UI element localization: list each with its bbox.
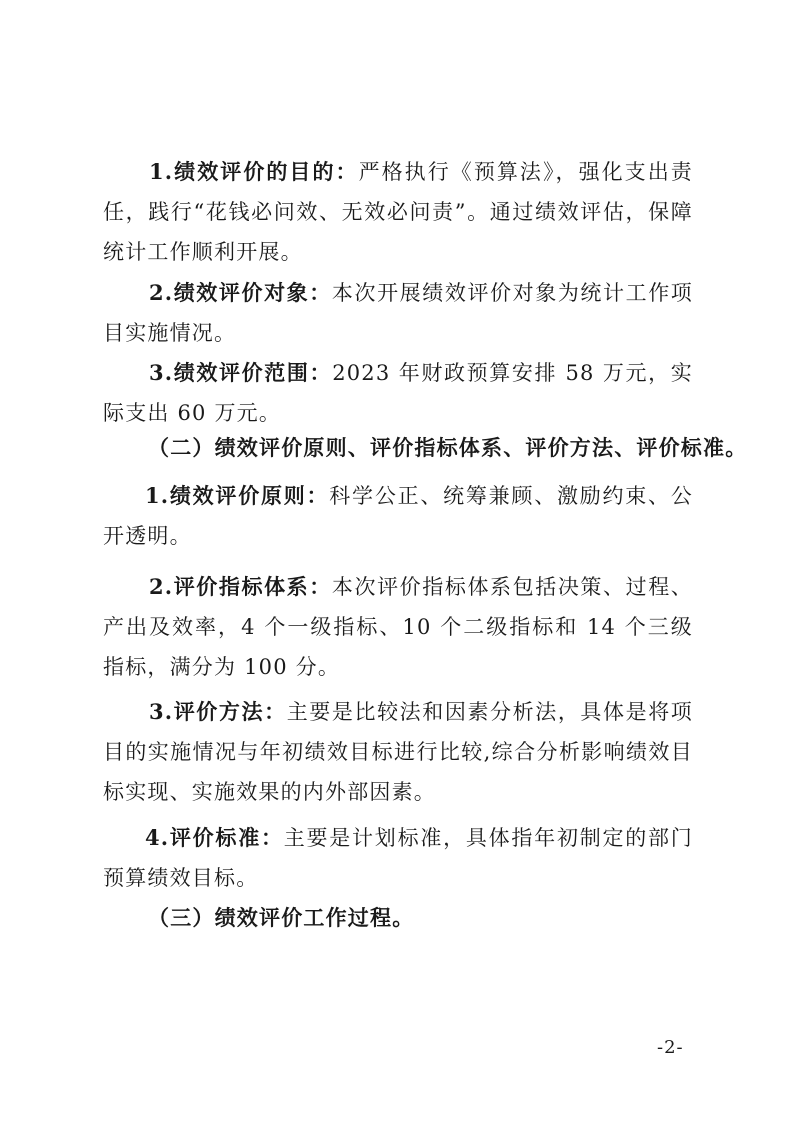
paragraph-evaluation-standard bbox=[103, 818, 693, 898]
paragraph-label: 4.评价标准： bbox=[145, 825, 284, 850]
paragraph-evaluation-principles bbox=[103, 476, 693, 556]
paragraph-text: 本次开展绩效评价对象为统计工作项目实施情况。 bbox=[103, 281, 693, 345]
section-heading-process: （三）绩效评价工作过程。 bbox=[148, 905, 415, 930]
page-number: -2- bbox=[657, 1037, 684, 1058]
paragraph-text: 科学公正、统筹兼顾、激励约束、公开透明。 bbox=[103, 484, 693, 548]
paragraph-text: 主要是计划标准，具体指年初制定的部门预算绩效目标。 bbox=[103, 826, 693, 890]
section-heading-principles: （二）绩效评价原则、评价指标体系、评价方法、评价标准。 bbox=[148, 435, 748, 460]
paragraph-label: 2.绩效评价对象： bbox=[149, 280, 332, 305]
paragraph-text: 严格执行《预算法》，强化支出责任，践行“花钱必问效、无效必问责”。通过绩效评估，保障统计工作顺利开展。 bbox=[103, 160, 693, 264]
paragraph-evaluation-scope bbox=[103, 353, 693, 433]
paragraph-text: 主要是比较法和因素分析法，具体是将项目的实施情况与年初绩效目标进行比较,综合分析影响绩效目标实现、实施效果的内外部因素。 bbox=[103, 700, 693, 804]
paragraph-evaluation-method bbox=[103, 692, 693, 812]
paragraph-label: 2.评价指标体系： bbox=[149, 574, 332, 599]
paragraph-text: 本次评价指标体系包括决策、过程、产出及效率，4 个一级指标、10 个二级指标和 14 个三级指标，满分为 100 分。 bbox=[103, 575, 693, 679]
paragraph-evaluation-purpose bbox=[103, 152, 693, 272]
paragraph-label: 1.绩效评价原则： bbox=[145, 483, 330, 508]
paragraph-evaluation-object bbox=[103, 273, 693, 353]
paragraph-indicator-system bbox=[103, 567, 693, 687]
paragraph-label: 3.评价方法： bbox=[149, 699, 287, 724]
paragraph-label: 3.绩效评价范围： bbox=[149, 360, 333, 385]
paragraph-label: 1.绩效评价的目的： bbox=[149, 159, 359, 184]
paragraph-text: 2023 年财政预算安排 58 万元，实际支出 60 万元。 bbox=[103, 361, 693, 425]
